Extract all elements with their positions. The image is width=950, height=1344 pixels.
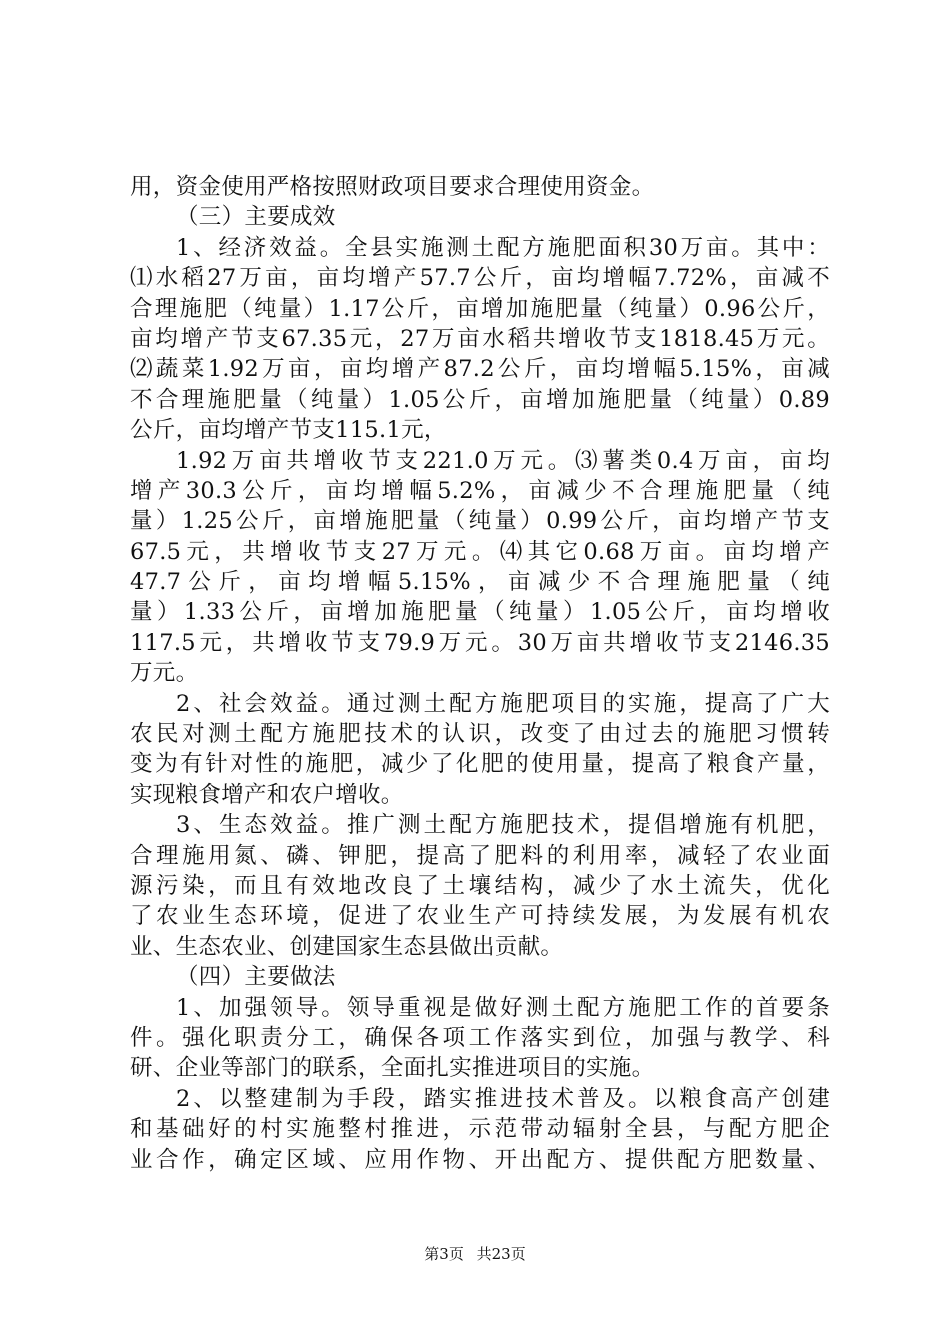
text-line: 了农业生态环境，促进了农业生产可持续发展，为发展有机农: [130, 903, 830, 930]
text-line: 研、企业等部门的联系，全面扎实推进项目的实施。: [130, 1055, 655, 1082]
page-footer: [0, 1243, 950, 1264]
text-line: 万元。: [130, 660, 199, 687]
text-line: 1、经济效益。全县实施测土配方施肥面积30万亩。其中：: [176, 234, 830, 261]
text-line: 量）1.25公斤，亩增施肥量（纯量）0.99公斤，亩均增产节支: [130, 508, 830, 535]
page-total: 共23页: [476, 1245, 526, 1263]
text-line: 3、生态效益。推广测土配方施肥技术，提倡增施有机肥，: [176, 812, 830, 839]
text-line: 和基础好的村实施整村推进，示范带动辐射全县，与配方肥企: [130, 1116, 830, 1143]
text-line: 业合作，确定区域、应用作物、开出配方、提供配方肥数量、: [130, 1146, 830, 1173]
text-line: 源污染，而且有效地改良了土壤结构，减少了水土流失，优化: [130, 872, 830, 899]
text-line: 农民对测土配方施肥技术的认识，改变了由过去的施肥习惯转: [130, 721, 830, 748]
text-line: 47.7公斤，亩均增幅5.15%，亩减少不合理施肥量（纯: [130, 569, 830, 596]
section-heading: （四）主要做法: [176, 964, 336, 991]
page-number: 第3页: [424, 1245, 464, 1263]
text-line: 1.92万亩共增收节支221.0万元。⑶薯类0.4万亩，亩均: [176, 447, 830, 474]
text-line: 2、以整建制为手段，踏实推进技术普及。以粮食高产创建: [176, 1085, 830, 1112]
text-line: 合理施肥（纯量）1.17公斤，亩增加施肥量（纯量）0.96公斤，: [130, 295, 830, 322]
text-line: 合理施用氮、磷、钾肥，提高了肥料的利用率，减轻了农业面: [130, 842, 830, 869]
text-line: 1、加强领导。领导重视是做好测土配方施肥工作的首要条: [176, 994, 830, 1021]
text-line: 67.5元，共增收节支27万元。⑷其它0.68万亩。亩均增产: [130, 538, 830, 565]
document-body: [130, 172, 830, 1175]
text-line: 业、生态农业、创建国家生态县做出贡献。: [130, 933, 564, 960]
text-line: ⑵蔬菜1.92万亩，亩均增产87.2公斤，亩均增幅5.15%，亩减: [130, 356, 830, 383]
text-line: ⑴水稻27万亩，亩均增产57.7公斤，亩均增幅7.72%，亩减不: [130, 265, 830, 292]
text-line: 用，资金使用严格按照财政项目要求合理使用资金。: [130, 174, 655, 200]
text-line: 117.5元，共增收节支79.9万元。30万亩共增收节支2146.35: [130, 629, 830, 656]
text-line: 2、社会效益。通过测土配方施肥项目的实施，提高了广大: [176, 690, 830, 717]
text-line: 变为有针对性的施肥，减少了化肥的使用量，提高了粮食产量，: [130, 751, 830, 778]
text-line: 件。强化职责分工，确保各项工作落实到位，加强与教学、科: [130, 1024, 830, 1051]
section-heading: （三）主要成效: [176, 204, 336, 231]
text-line: 实现粮食增产和农户增收。: [130, 781, 404, 808]
text-line: 公斤，亩均增产节支115.1元，: [130, 417, 447, 444]
text-line: 亩均增产节支67.35元，27万亩水稻共增收节支1818.45万元。: [130, 325, 830, 352]
text-line: 不合理施肥量（纯量）1.05公斤，亩增加施肥量（纯量）0.89: [130, 386, 830, 413]
text-line: 量）1.33公斤，亩增加施肥量（纯量）1.05公斤，亩均增收: [130, 599, 830, 626]
text-line: 增产30.3公斤，亩均增幅5.2%，亩减少不合理施肥量（纯: [130, 477, 830, 504]
